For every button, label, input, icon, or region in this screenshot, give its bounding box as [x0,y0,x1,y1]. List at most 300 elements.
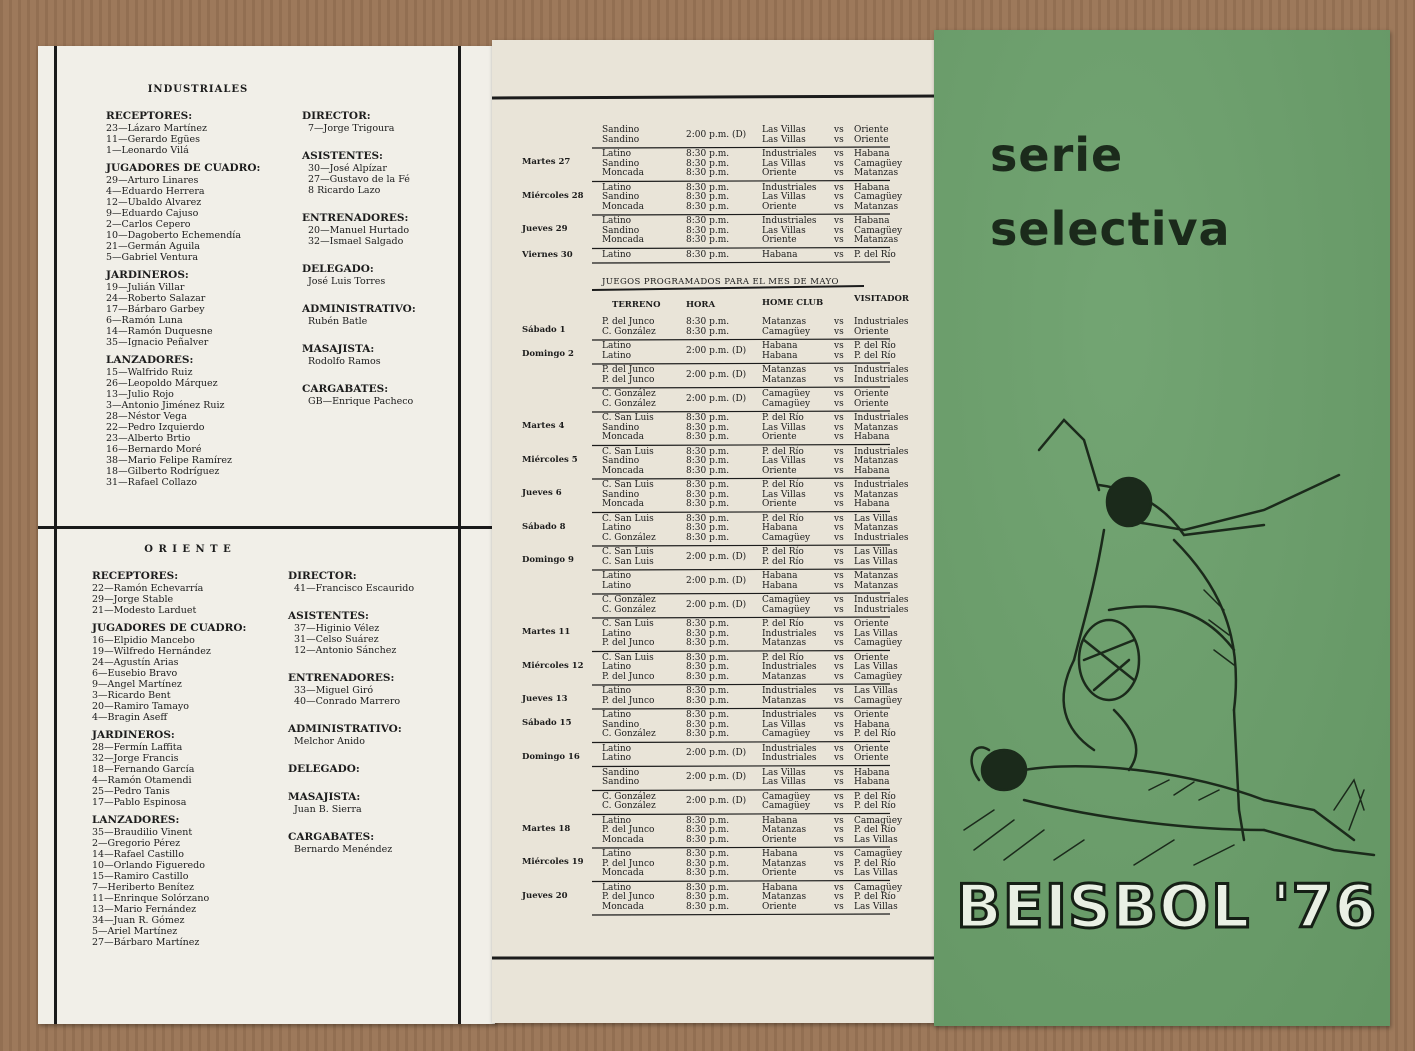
cell-home: Industriales [762,743,817,754]
oriente-staff [288,570,468,855]
roster-entry: 25—Pedro Tanis [92,786,170,797]
cell-home: Oriente [762,901,797,912]
roster-entry: 18—Fernando García [92,764,195,775]
cell-home: Matanzas [762,317,807,327]
cell-hora: 2:00 p.m. (D) [686,748,747,759]
cell-visitador: P. del Río [854,825,896,835]
cell-terreno: Moncada [602,901,644,912]
cell-home: Oriente [762,235,797,245]
cell-vs: vs [834,729,844,739]
cell-home: Las Villas [762,134,806,145]
cell-home: Industriales [762,686,817,696]
cell-hora: 8:30 p.m. [686,317,730,327]
cell-vs: vs [834,815,844,826]
roster-entry: 4—Eduardo Herrera [106,186,205,197]
cell-visitador: Industriales [854,480,909,490]
roster-entry: Juan B. Sierra [294,804,362,815]
cell-home: Matanzas [762,892,807,902]
cell-visitador: P. del Río [854,801,896,811]
section-heading: JARDINEROS: [92,729,175,741]
slot-day: Jueves 20 [522,890,568,901]
cell-hora: 8:30 p.m. [686,834,730,845]
roster-entry: 2—Gregorio Pérez [92,838,181,849]
section-heading: MASAJISTA: [302,343,375,355]
rule-line [592,478,890,479]
roster-panel [38,46,495,1024]
cell-vs: vs [834,456,844,466]
cell-vs: vs [834,882,844,893]
cell-home: Las Villas [762,719,806,730]
cell-visitador: Oriente [854,619,889,629]
cell-home: P. del Río [762,547,804,557]
cell-hora: 8:30 p.m. [686,686,730,696]
cell-hora: 2:00 p.m. (D) [686,393,747,404]
cell-home: Camagüey [762,532,811,543]
cell-vs: vs [834,619,844,629]
section-heading: ASISTENTES: [288,610,369,622]
cell-vs: vs [834,767,844,778]
cell-visitador: P. del Río [854,791,896,802]
cell-visitador: Las Villas [854,901,898,912]
cell-home: P. del Río [762,619,804,629]
roster-entry: 28—Fermín Laffita [92,742,183,753]
roster-entry: 30—José Alpízar [308,163,387,174]
cell-visitador: Las Villas [854,556,898,567]
cell-home: Las Villas [762,777,806,787]
cell-visitador: Oriente [854,398,889,409]
cell-home: P. del Río [762,480,804,490]
cell-home: P. del Río [762,652,804,663]
cell-vs: vs [834,192,844,202]
cell-vs: vs [834,719,844,730]
cell-hora: 2:00 p.m. (D) [686,551,747,562]
cell-hora: 8:30 p.m. [686,901,730,912]
cell-terreno: P. del Junco [602,317,655,327]
roster-entry: 21—Modesto Larduet [92,605,197,616]
cell-vs: vs [834,523,844,533]
cell-hora: 8:30 p.m. [686,446,730,457]
cell-home: Oriente [762,432,797,442]
cell-terreno: C. González [602,729,656,739]
cell-terreno: P. del Junco [602,695,655,706]
oriente-title: O R I E N T E [144,544,232,555]
cell-visitador: Oriente [854,753,889,763]
rule-line [592,262,890,263]
roster-entry: 16—Elpidio Mancebo [92,635,195,646]
cell-terreno: Sandino [602,489,640,500]
cell-home: Camagüey [762,729,811,739]
cell-home: Habana [762,849,798,859]
section-heading: DIRECTOR: [288,570,357,582]
cell-home: Habana [762,341,798,351]
section-heading: ENTRENADORES: [302,212,409,224]
roster-entry: 7—Jorge Trigoura [308,123,395,134]
cell-vs: vs [834,317,844,327]
cell-hora: 8:30 p.m. [686,413,730,423]
cell-hora: 8:30 p.m. [686,225,730,236]
cell-hora: 8:30 p.m. [686,628,730,639]
cell-home: Las Villas [762,422,806,433]
cell-visitador: Industriales [854,604,909,615]
roster-entry: 10—Orlando Figueredo [92,860,205,871]
cell-home: Camagüey [762,398,811,409]
cell-vs: vs [834,365,844,375]
cell-terreno: P. del Junco [602,892,655,902]
cell-hora: 8:30 p.m. [686,465,730,476]
roster-entry: 26—Leopoldo Márquez [106,378,218,389]
rule-line [592,545,890,546]
industriales-title: INDUSTRIALES [147,84,249,95]
cell-home: Industriales [762,710,817,720]
rule-line [592,742,890,743]
cell-visitador: Industriales [854,532,909,543]
cell-visitador: P. del Río [854,858,896,869]
cell-vs: vs [834,125,844,135]
slot-day: Sábado 15 [522,718,572,728]
header-terreno: TERRENO [612,300,661,310]
cell-visitador: Oriente [854,652,889,663]
cell-hora: 8:30 p.m. [686,892,730,902]
cell-home: Matanzas [762,671,807,682]
rule-line [592,651,890,652]
cell-visitador: Camagüey [854,849,903,859]
header-home-club: HOME CLUB [762,298,824,308]
cell-visitador: Matanzas [854,422,899,433]
roster-entry: 12—Antonio Sánchez [294,645,397,656]
cell-vs: vs [834,480,844,490]
roster-entry: 35—Ignacio Peñalver [106,337,209,348]
cell-visitador: Camagüey [854,158,903,169]
cell-home: Camagüey [762,791,811,802]
cell-hora: 8:30 p.m. [686,249,730,260]
cell-vs: vs [834,901,844,912]
roster-entry: 24—Roberto Salazar [106,293,206,304]
header-visitador: VISITADOR [854,294,909,304]
cell-visitador: Las Villas [854,868,898,878]
cell-home: Las Villas [762,767,806,778]
cell-visitador: Camagüey [854,695,903,706]
cell-terreno: Sandino [602,192,640,202]
cell-hora: 8:30 p.m. [686,422,730,433]
rule-line [592,445,890,446]
cell-vs: vs [834,556,844,567]
section-heading: LANZADORES: [92,814,180,826]
cell-vs: vs [834,671,844,682]
section-heading: ASISTENTES: [302,150,383,162]
cell-hora: 8:30 p.m. [686,326,730,337]
cell-home: Oriente [762,465,797,476]
roster-entry: Melchor Anido [294,736,365,747]
cell-terreno: Latino [602,571,632,581]
cell-hora: 8:30 p.m. [686,532,730,543]
roster-entry: 33—Miguel Giró [294,685,374,696]
cell-terreno: Latino [602,815,632,826]
roster-entry: 20—Ramiro Tamayo [92,701,189,712]
roster-entry: 4—Bragin Aseff [92,712,168,723]
cell-vs: vs [834,249,844,260]
cell-vs: vs [834,341,844,351]
section-heading: CARGABATES: [302,383,389,395]
cell-home: Oriente [762,834,797,845]
roster-entry: 24—Agustín Arias [92,657,179,668]
cell-home: Camagüey [762,801,811,811]
cell-hora: 8:30 p.m. [686,652,730,663]
cell-visitador: Matanzas [854,523,899,533]
cell-terreno: C. San Luis [602,446,654,457]
roster-entry: 27—Bárbaro Martínez [92,937,200,948]
cell-terreno: P. del Junco [602,825,655,835]
cell-home: Las Villas [762,225,806,236]
cell-hora: 8:30 p.m. [686,523,730,533]
cell-hora: 2:00 p.m. (D) [686,575,747,586]
cell-vs: vs [834,532,844,543]
cell-terreno: Latino [602,753,632,763]
cell-visitador: Matanzas [854,456,899,466]
roster-entry: 16—Bernardo Moré [106,444,202,455]
cell-terreno: Moncada [602,499,644,509]
cell-hora: 8:30 p.m. [686,695,730,706]
cell-vs: vs [834,834,844,845]
roster-entry: 35—Braudilio Vinent [92,827,193,838]
roster-entry: 15—Walfrido Ruiz [106,367,193,378]
slot-day: Miércoles 19 [522,857,584,867]
cell-home: Industriales [762,149,817,159]
rule-line [592,814,890,815]
cell-terreno: Moncada [602,168,644,178]
rule-line [592,387,890,388]
cell-vs: vs [834,432,844,442]
cell-terreno: Moncada [602,235,644,245]
cell-visitador: Matanzas [854,201,899,212]
cell-home: Habana [762,523,798,533]
slot-day: Viernes 30 [522,249,573,260]
roster-entry: 7—Heriberto Benítez [92,882,195,893]
rule-line [592,684,890,685]
cell-hora: 2:00 p.m. (D) [686,796,747,807]
roster-entry: 13—Mario Fernández [92,904,197,915]
section-heading: JUGADORES DE CUADRO: [92,622,247,634]
cell-home: Camagüey [762,389,811,399]
slot-day: Martes 18 [522,823,571,834]
roster-entry: 11—Enrinque Solórzano [92,893,210,904]
cell-terreno: Latino [602,662,632,672]
cell-home: Oriente [762,499,797,509]
slot-day: Domingo 16 [522,751,580,762]
cell-terreno: P. del Junco [602,638,655,648]
cell-terreno: P. del Junco [602,671,655,682]
cell-visitador: Camagüey [854,638,903,648]
section-heading: JARDINEROS: [106,269,189,281]
cell-vs: vs [834,604,844,615]
industriales-staff [302,110,482,407]
slot-day: Martes 27 [522,157,571,167]
cell-home: Las Villas [762,125,806,135]
cell-terreno: Sandino [602,767,640,778]
roster-entry: 11—Gerardo Egües [106,134,200,145]
cell-visitador: Matanzas [854,168,899,178]
cell-visitador: Industriales [854,374,909,385]
section-heading: DELEGADO: [302,263,374,275]
cell-terreno: C. González [602,791,656,802]
roster-entry: 6—Eusebio Bravo [92,668,178,679]
cell-hora: 8:30 p.m. [686,192,730,202]
cell-terreno: P. del Junco [602,374,655,385]
rule-line [592,766,890,767]
cell-visitador: Habana [854,767,890,778]
rule-line [592,847,890,848]
cell-terreno: Latino [602,710,632,720]
roster-entry: 17—Bárbaro Garbey [106,304,205,315]
cell-vs: vs [834,413,844,423]
cell-home: P. del Río [762,556,804,567]
cell-terreno: Latino [602,249,632,260]
roster-entry: 6—Ramón Luna [106,315,183,326]
roster-entry: 23—Alberto Brtio [106,433,191,444]
cell-hora: 8:30 p.m. [686,480,730,490]
rule-line [592,248,890,249]
roster-entry: 19—Wilfredo Hernández [92,646,211,657]
cell-home: Habana [762,580,798,591]
cell-vs: vs [834,638,844,648]
section-heading: RECEPTORES: [106,110,193,122]
section-heading: CARGABATES: [288,831,375,843]
roster-entry: 21—Germán Aguila [106,241,200,252]
rule-line [592,881,890,882]
rule-line [592,363,890,364]
cell-vs: vs [834,849,844,859]
cell-visitador: Matanzas [854,571,899,581]
cell-vs: vs [834,201,844,212]
cell-vs: vs [834,777,844,787]
cell-vs: vs [834,225,844,236]
cell-terreno: Latino [602,686,632,696]
cell-home: Matanzas [762,858,807,869]
cell-terreno: C. San Luis [602,480,654,490]
cover-title-serie: serie [990,128,1124,182]
cell-vs: vs [834,595,844,605]
section-heading: ADMINISTRATIVO: [288,723,402,735]
cover-title-selectiva: selectiva [990,202,1231,256]
cell-hora: 8:30 p.m. [686,638,730,648]
cell-vs: vs [834,422,844,433]
roster-entry: 37—Higinio Vélez [294,623,380,634]
cell-visitador: Oriente [854,326,889,337]
roster-entry: 28—Néstor Vega [106,411,187,422]
cell-home: P. del Río [762,413,804,423]
cell-vs: vs [834,710,844,720]
cell-vs: vs [834,446,844,457]
cell-vs: vs [834,149,844,159]
cell-visitador: Habana [854,719,890,730]
cell-home: Industriales [762,753,817,763]
cell-terreno: Sandino [602,158,640,169]
cell-hora: 8:30 p.m. [686,216,730,226]
roster-entry: 40—Conrado Marrero [294,696,401,707]
cell-vs: vs [834,389,844,399]
cover-panel [934,30,1390,1026]
cell-vs: vs [834,326,844,337]
rule-line [592,512,890,513]
cell-home: Habana [762,571,798,581]
cell-visitador: Habana [854,777,890,787]
roster-entry: 15—Ramiro Castillo [92,871,189,882]
rule-line [592,914,890,915]
roster-entry: 5—Gabriel Ventura [106,252,199,263]
cell-visitador: Habana [854,432,890,442]
header-hora: HORA [686,300,716,310]
cell-hora: 8:30 p.m. [686,201,730,212]
cell-hora: 8:30 p.m. [686,182,730,193]
rule-line [592,339,890,340]
cell-home: P. del Río [762,513,804,524]
cell-hora: 2:00 p.m. (D) [686,599,747,610]
cell-terreno: Latino [602,350,632,361]
cell-terreno: Latino [602,341,632,351]
roster-entry: 29—Jorge Stable [92,594,174,605]
cell-visitador: P. del Río [854,729,896,739]
slot-day: Sábado 8 [522,521,566,532]
slot-day: Miércoles 12 [522,660,584,671]
section-heading: LANZADORES: [106,354,194,366]
roster-entry: 18—Gilberto Rodríguez [106,466,220,477]
cell-terreno: Sandino [602,719,640,730]
cell-vs: vs [834,580,844,591]
roster-entry: 4—Ramón Otamendi [92,775,192,786]
roster-entry: 20—Manuel Hurtado [308,225,410,236]
rule-line [492,96,940,98]
cell-vs: vs [834,825,844,835]
roster-entry: 5—Ariel Martínez [92,926,178,937]
cell-vs: vs [834,158,844,169]
cell-visitador: Industriales [854,317,909,327]
slot-day: Sábado 1 [522,325,566,335]
cell-hora: 8:30 p.m. [686,158,730,169]
cell-terreno: C. González [602,326,656,337]
cell-hora: 8:30 p.m. [686,456,730,466]
cell-home: Camagüey [762,595,811,605]
cell-vs: vs [834,686,844,696]
cell-terreno: Latino [602,182,632,193]
section-heading: DELEGADO: [288,763,360,775]
cell-hora: 2:00 p.m. (D) [686,129,747,140]
cell-visitador: Industriales [854,413,909,423]
cell-terreno: C. González [602,532,656,543]
cell-home: Matanzas [762,374,807,385]
cell-terreno: Latino [602,216,632,226]
cell-hora: 8:30 p.m. [686,849,730,859]
cell-visitador: P. del Río [854,892,896,902]
cell-terreno: Latino [602,628,632,639]
rule-line [592,790,890,791]
cell-home: Industriales [762,182,817,193]
cell-home: Oriente [762,868,797,878]
cell-home: Camagüey [762,326,811,337]
cell-home: Industriales [762,662,817,672]
cell-hora: 2:00 p.m. (D) [686,772,747,783]
cell-hora: 8:30 p.m. [686,499,730,509]
rule-line [592,147,890,148]
cell-terreno: Latino [602,743,632,754]
cell-visitador: Camagüey [854,815,903,826]
cell-visitador: Las Villas [854,513,898,524]
cell-visitador: Habana [854,216,890,226]
cell-vs: vs [834,801,844,811]
slot-day: Domingo 2 [522,349,574,359]
cell-visitador: Industriales [854,446,909,457]
cell-home: Las Villas [762,489,806,500]
cell-terreno: C. San Luis [602,619,654,629]
cell-terreno: Moncada [602,465,644,476]
